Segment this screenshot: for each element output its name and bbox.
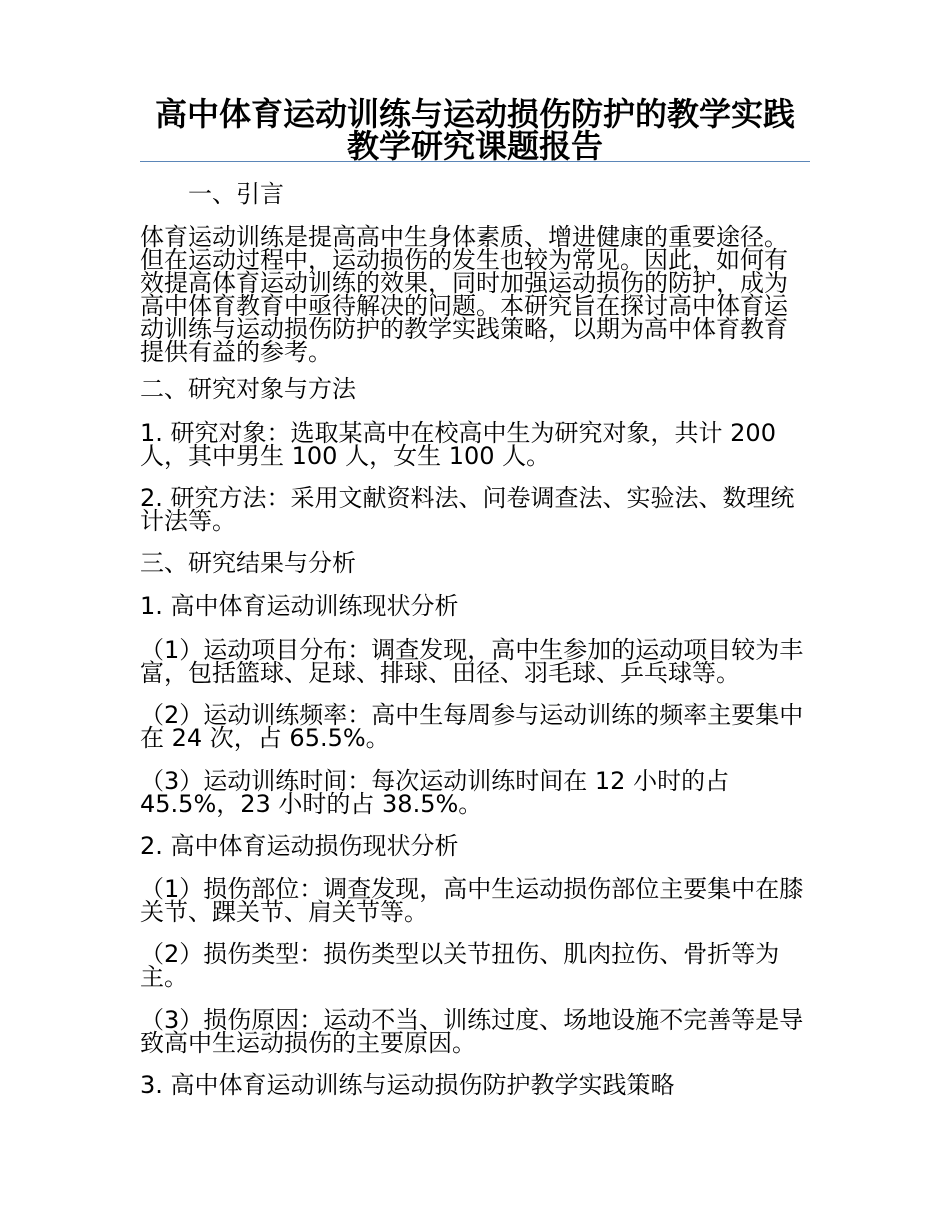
injury-item-2: （2）损伤类型：损伤类型以关节扭伤、肌肉拉伤、骨折等为主。 xyxy=(140,940,780,991)
section-heading-methods: 二、研究对象与方法 xyxy=(140,375,356,403)
injury-item-3: （3）损伤原因：运动不当、训练过度、场地设施不完善等是导致高中生运动损伤的主要原因。 xyxy=(140,1006,804,1057)
methods-method-paragraph: 2. 研究方法：采用文献资料法、问卷调查法、实验法、数理统计法等。 xyxy=(140,484,795,535)
subheading-strategy: 3. 高中体育运动训练与运动损伤防护教学实践策略 xyxy=(140,1071,675,1099)
section-heading-intro: 一、引言 xyxy=(188,180,284,208)
methods-object-paragraph: 1. 研究对象：选取某高中在校高中生为研究对象，共计 200 人，其中男生 100 人，女生 100 人。 xyxy=(140,419,776,470)
subheading-injury-status: 2. 高中体育运动损伤现状分析 xyxy=(140,832,459,860)
training-item-2: （2）运动训练频率：高中生每周参与运动训练的频率主要集中在 24 次，占 65.5%。 xyxy=(140,701,804,752)
injury-item-1: （1）损伤部位：调查发现，高中生运动损伤部位主要集中在膝关节、踝关节、肩关节等。 xyxy=(140,875,804,926)
subheading-training-status: 1. 高中体育运动训练现状分析 xyxy=(140,592,459,620)
document-title: 高中体育运动训练与运动损伤防护的教学实践教学研究课题报告 xyxy=(154,95,795,165)
section-heading-results: 三、研究结果与分析 xyxy=(140,549,356,577)
intro-paragraph: 体育运动训练是提高高中生身体素质、增进健康的重要途径。但在运动过程中，运动损伤的发生也较为常见。因此，如何有效提高体育运动训练的效果，同时加强运动损伤的防护，成为高中体育教育中亟待解决的问题。本研究旨在探讨高中体育运动训练与运动损伤防护的教学实践策略，以期为高中体育教育提供有益的参考。 xyxy=(140,223,788,366)
training-item-1: （1）运动项目分布：调查发现，高中生参加的运动项目较为丰富，包括篮球、足球、排球、田径、羽毛球、乒乓球等。 xyxy=(140,636,804,687)
training-item-3: （3）运动训练时间：每次运动训练时间在 12 小时的占 45.5%，23 小时的占 38.5%。 xyxy=(140,767,730,818)
title-underline xyxy=(140,161,810,162)
